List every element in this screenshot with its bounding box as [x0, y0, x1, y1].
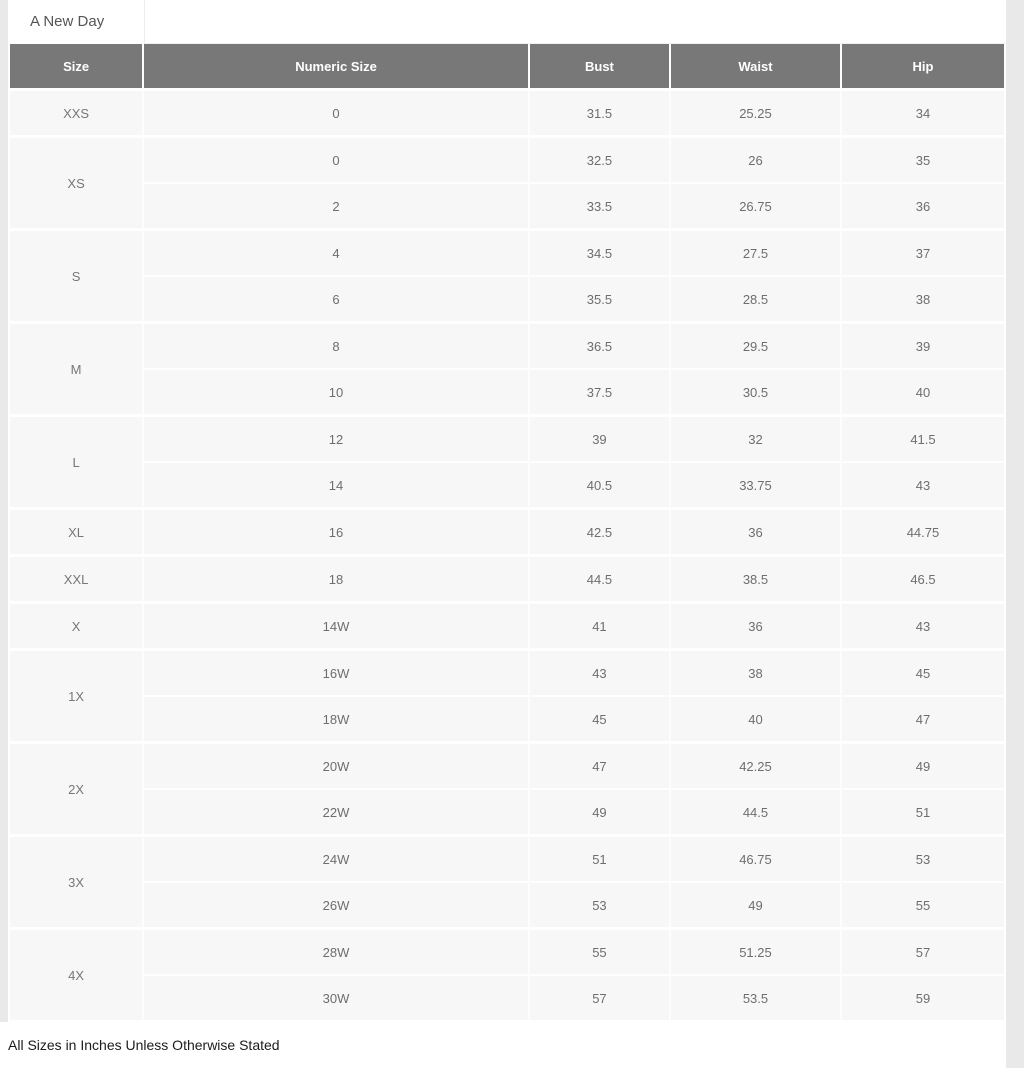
- numeric-size-cell: 16: [143, 509, 529, 556]
- bust-cell: 41: [529, 603, 670, 650]
- size-table-panel: [8, 44, 1006, 1022]
- numeric-size-cell: 10: [143, 369, 529, 416]
- waist-cell: 26.75: [670, 183, 841, 230]
- tab-a-new-day[interactable]: [8, 0, 145, 44]
- size-table: [10, 44, 1004, 1020]
- numeric-size-cell: 12: [143, 416, 529, 463]
- hip-cell: 51: [841, 789, 1004, 836]
- bust-cell: 42.5: [529, 509, 670, 556]
- numeric-size-cell: 30W: [143, 975, 529, 1020]
- table-row: [10, 882, 1004, 929]
- size-cell-s: S: [10, 230, 143, 323]
- bust-cell: 57: [529, 975, 670, 1020]
- size-cell-xl: XL: [10, 509, 143, 556]
- waist-cell: 26: [670, 137, 841, 184]
- waist-cell: 49: [670, 882, 841, 929]
- numeric-size-cell: 18: [143, 556, 529, 603]
- table-row: [10, 230, 1004, 277]
- column-header-size: Size: [10, 44, 143, 90]
- table-row: [10, 183, 1004, 230]
- size-cell-x: X: [10, 603, 143, 650]
- waist-cell: 40: [670, 696, 841, 743]
- numeric-size-cell: 26W: [143, 882, 529, 929]
- waist-cell: 51.25: [670, 929, 841, 976]
- bust-cell: 32.5: [529, 137, 670, 184]
- table-row: [10, 369, 1004, 416]
- bust-cell: 40.5: [529, 462, 670, 509]
- footer-note: All Sizes in Inches Unless Otherwise Stated: [8, 1037, 280, 1053]
- bust-cell: 36.5: [529, 323, 670, 370]
- waist-cell: 36: [670, 509, 841, 556]
- bust-cell: 51: [529, 836, 670, 883]
- hip-cell: 34: [841, 90, 1004, 137]
- column-header-hip: Hip: [841, 44, 1004, 90]
- numeric-size-cell: 20W: [143, 743, 529, 790]
- waist-cell: 30.5: [670, 369, 841, 416]
- hip-cell: 37: [841, 230, 1004, 277]
- size-cell-xxs: XXS: [10, 90, 143, 137]
- bust-cell: 39: [529, 416, 670, 463]
- size-cell-4x: 4X: [10, 929, 143, 1021]
- table-row: [10, 836, 1004, 883]
- size-cell-xxl: XXL: [10, 556, 143, 603]
- size-cell-2x: 2X: [10, 743, 143, 836]
- table-row: [10, 743, 1004, 790]
- hip-cell: 36: [841, 183, 1004, 230]
- hip-cell: 43: [841, 603, 1004, 650]
- table-row: [10, 509, 1004, 556]
- waist-cell: 38: [670, 650, 841, 697]
- hip-cell: 40: [841, 369, 1004, 416]
- numeric-size-cell: 28W: [143, 929, 529, 976]
- waist-cell: 42.25: [670, 743, 841, 790]
- numeric-size-cell: 18W: [143, 696, 529, 743]
- table-row: [10, 276, 1004, 323]
- waist-cell: 32: [670, 416, 841, 463]
- bust-cell: 55: [529, 929, 670, 976]
- size-cell-m: M: [10, 323, 143, 416]
- bust-cell: 35.5: [529, 276, 670, 323]
- numeric-size-cell: 4: [143, 230, 529, 277]
- table-row: [10, 650, 1004, 697]
- waist-cell: 46.75: [670, 836, 841, 883]
- bust-cell: 31.5: [529, 90, 670, 137]
- brand-tab-band: [8, 0, 1006, 44]
- numeric-size-cell: 0: [143, 90, 529, 137]
- bust-cell: 43: [529, 650, 670, 697]
- waist-cell: 38.5: [670, 556, 841, 603]
- numeric-size-cell: 22W: [143, 789, 529, 836]
- bust-cell: 49: [529, 789, 670, 836]
- table-row: [10, 556, 1004, 603]
- bust-cell: 37.5: [529, 369, 670, 416]
- column-header-waist: Waist: [670, 44, 841, 90]
- table-row: [10, 323, 1004, 370]
- table-row: [10, 696, 1004, 743]
- hip-cell: 57: [841, 929, 1004, 976]
- waist-cell: 44.5: [670, 789, 841, 836]
- table-row: [10, 929, 1004, 976]
- size-cell-xs: XS: [10, 137, 143, 230]
- table-header-row: [10, 44, 1004, 90]
- numeric-size-cell: 8: [143, 323, 529, 370]
- column-header-bust: Bust: [529, 44, 670, 90]
- table-row: [10, 416, 1004, 463]
- hip-cell: 43: [841, 462, 1004, 509]
- bust-cell: 33.5: [529, 183, 670, 230]
- numeric-size-cell: 6: [143, 276, 529, 323]
- bust-cell: 47: [529, 743, 670, 790]
- waist-cell: 25.25: [670, 90, 841, 137]
- bust-cell: 53: [529, 882, 670, 929]
- column-header-numeric-size: Numeric Size: [143, 44, 529, 90]
- hip-cell: 46.5: [841, 556, 1004, 603]
- waist-cell: 36: [670, 603, 841, 650]
- hip-cell: 38: [841, 276, 1004, 323]
- hip-cell: 59: [841, 975, 1004, 1020]
- hip-cell: 41.5: [841, 416, 1004, 463]
- table-row: [10, 789, 1004, 836]
- hip-cell: 47: [841, 696, 1004, 743]
- hip-cell: 49: [841, 743, 1004, 790]
- table-row: [10, 137, 1004, 184]
- table-row: [10, 603, 1004, 650]
- table-row: [10, 975, 1004, 1020]
- tab-label: A New Day: [30, 13, 105, 30]
- numeric-size-cell: 2: [143, 183, 529, 230]
- hip-cell: 55: [841, 882, 1004, 929]
- hip-cell: 53: [841, 836, 1004, 883]
- table-row: [10, 462, 1004, 509]
- bust-cell: 44.5: [529, 556, 670, 603]
- numeric-size-cell: 16W: [143, 650, 529, 697]
- footer-band: [0, 1022, 1006, 1068]
- hip-cell: 45: [841, 650, 1004, 697]
- size-cell-1x: 1X: [10, 650, 143, 743]
- numeric-size-cell: 0: [143, 137, 529, 184]
- bust-cell: 45: [529, 696, 670, 743]
- table-row: [10, 90, 1004, 137]
- size-cell-3x: 3X: [10, 836, 143, 929]
- waist-cell: 27.5: [670, 230, 841, 277]
- waist-cell: 53.5: [670, 975, 841, 1020]
- numeric-size-cell: 24W: [143, 836, 529, 883]
- hip-cell: 35: [841, 137, 1004, 184]
- bust-cell: 34.5: [529, 230, 670, 277]
- numeric-size-cell: 14: [143, 462, 529, 509]
- hip-cell: 39: [841, 323, 1004, 370]
- waist-cell: 29.5: [670, 323, 841, 370]
- waist-cell: 28.5: [670, 276, 841, 323]
- numeric-size-cell: 14W: [143, 603, 529, 650]
- waist-cell: 33.75: [670, 462, 841, 509]
- size-cell-l: L: [10, 416, 143, 509]
- hip-cell: 44.75: [841, 509, 1004, 556]
